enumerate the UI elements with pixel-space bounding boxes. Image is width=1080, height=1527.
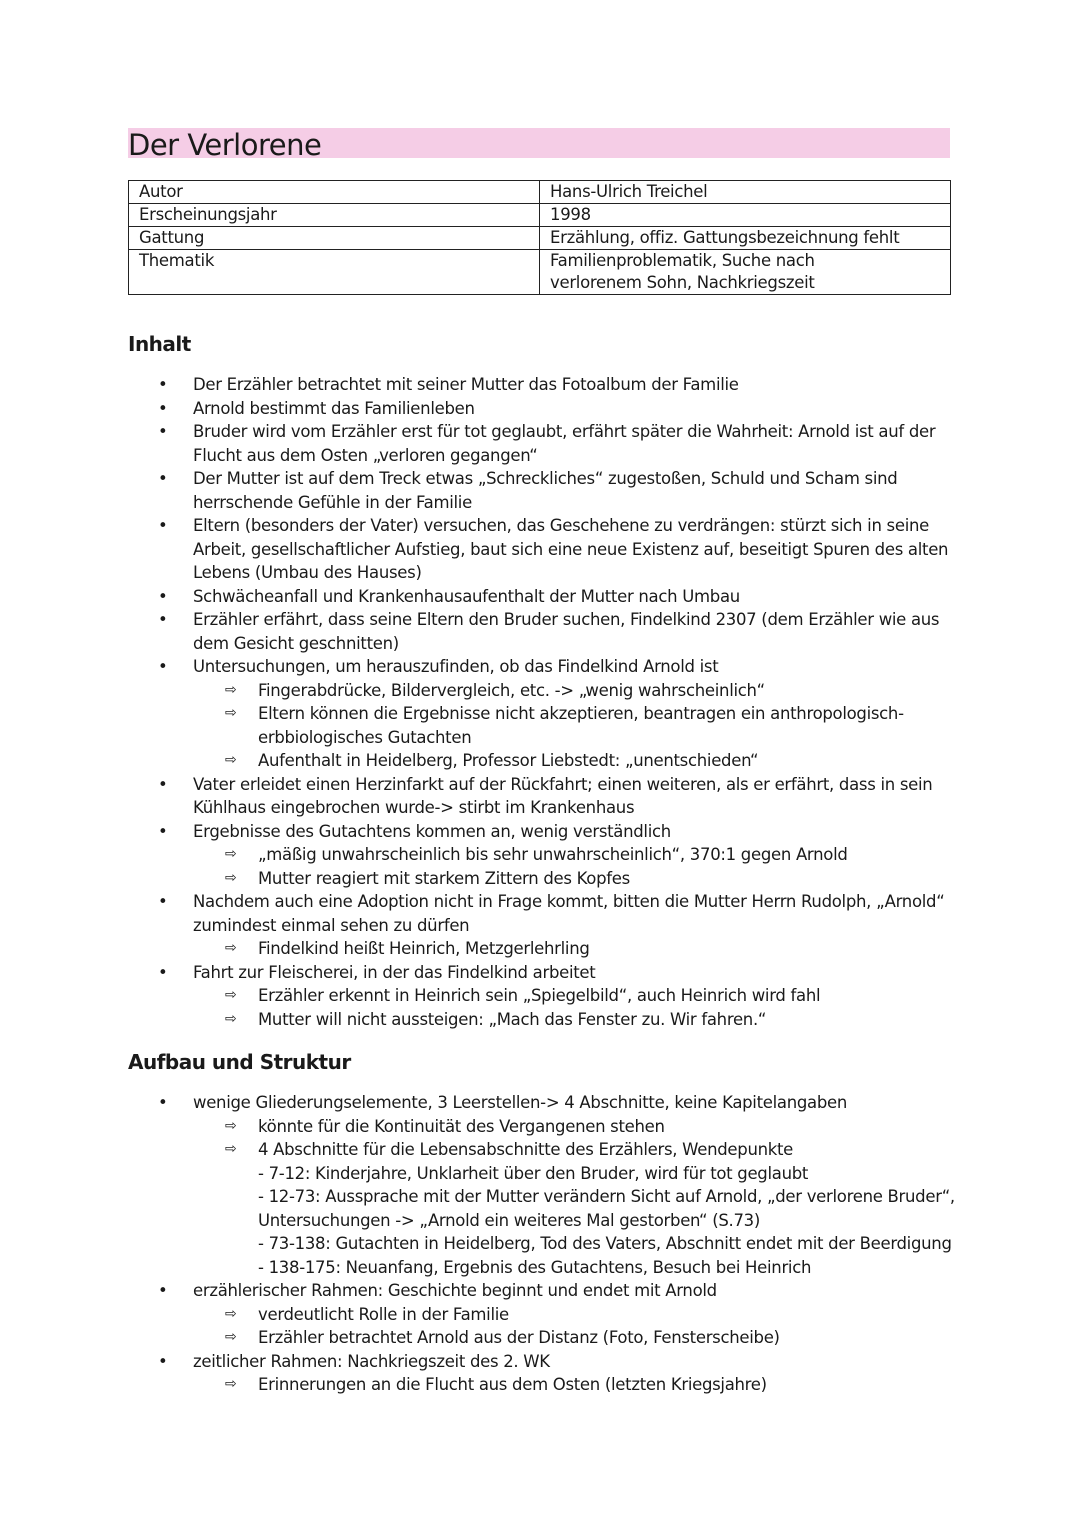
- list-item-text: Eltern (besonders der Vater) versuchen, das Geschehene zu verdrängen: stürzt sich in seine Arbeit, gesellschaftlicher Aufstieg, baut sich eine neue Existenz auf, beseitigt Spuren des alten Lebens (Umbau des Hauses): [193, 516, 949, 582]
- detail-line: - 7-12: Kinderjahre, Unklarheit über den Bruder, wird für tot geglaubt: [258, 1163, 809, 1183]
- list-item-text: Erzähler erfährt, dass seine Eltern den Bruder suchen, Findelkind 2307 (dem Erzähler wie aus dem Gesicht geschnitten): [193, 610, 940, 653]
- sub-list-item-text: Erinnerungen an die Flucht aus dem Osten (letzten Kriegsjahre): [258, 1375, 767, 1394]
- list-item: [128, 1279, 958, 1303]
- sub-list-item-text: Mutter will nicht aussteigen: „Mach das Fenster zu. Wir fahren.“: [258, 1009, 767, 1029]
- sub-list-item: [128, 749, 958, 773]
- arrow-right-icon: ⇨: [225, 1010, 237, 1027]
- arrow-right-icon: ⇨: [225, 1141, 237, 1157]
- list-item: [128, 373, 958, 397]
- sub-list-item-text: 4 Abschnitte für die Lebensabschnitte des Erzählers, Wendepunkte: [258, 1140, 794, 1159]
- sub-list-item-text: Mutter reagiert mit starkem Zittern des Kopfes: [258, 868, 630, 888]
- arrow-right-icon: ⇨: [225, 752, 237, 768]
- list-item-text: Nachdem auch eine Adoption nicht in Frage kommt, bitten die Mutter Herrn Rudolph, „Arnold“ zumindest einmal sehen zu dürfen: [193, 892, 945, 935]
- bullet-icon: •: [158, 657, 168, 676]
- arrow-right-icon: ⇨: [225, 987, 237, 1003]
- bullet-icon: •: [158, 962, 168, 982]
- sub-list-item: [128, 984, 958, 1008]
- table-row: [129, 181, 951, 204]
- arrow-right-icon: ⇨: [225, 869, 237, 886]
- bullet-icon: •: [158, 1093, 168, 1112]
- sub-list-item: [128, 1138, 958, 1162]
- list-item: [128, 773, 958, 820]
- meta-value: Hans-Ulrich Treichel: [540, 181, 951, 204]
- bullet-icon: •: [158, 1281, 168, 1300]
- sub-list-item-text: Fingerabdrücke, Bildervergleich, etc. -> „wenig wahrscheinlich“: [258, 680, 765, 700]
- arrow-right-icon: ⇨: [225, 1376, 237, 1392]
- list-item-text: Bruder wird vom Erzähler erst für tot geglaubt, erfährt später die Wahrheit: Arnold ist auf der Flucht aus dem Osten „verloren gegangen“: [193, 422, 936, 465]
- list-item: [128, 890, 958, 937]
- meta-value: Familienproblematik, Suche nach verlorenem Sohn, Nachkriegszeit: [540, 250, 951, 295]
- arrow-right-icon: ⇨: [225, 1329, 237, 1345]
- sub-list-item: [128, 1115, 958, 1139]
- list-item-text: erzählerischer Rahmen: Geschichte beginnt und endet mit Arnold: [193, 1281, 717, 1300]
- detail-line: - 138-175: Neuanfang, Ergebnis des Gutachtens, Besuch bei Heinrich: [258, 1257, 812, 1277]
- sub-list-item: [128, 679, 958, 703]
- list-item: [128, 961, 958, 985]
- sub-list-item: [128, 937, 958, 961]
- bullet-icon: •: [158, 398, 168, 418]
- meta-key: Erscheinungsjahr: [129, 204, 540, 227]
- sub-list-item-text: könnte für die Kontinuität des Vergangenen stehen: [258, 1116, 665, 1136]
- meta-key: Gattung: [129, 227, 540, 250]
- sub-list-item-text: Findelkind heißt Heinrich, Metzgerlehrling: [258, 939, 590, 958]
- sub-list-item: [128, 702, 958, 749]
- bullet-icon: •: [158, 516, 168, 535]
- section-heading-inhalt: Inhalt: [128, 332, 191, 356]
- list-item-text: wenige Gliederungselemente, 3 Leerstellen-> 4 Abschnitte, keine Kapitelangaben: [193, 1093, 848, 1112]
- list-item: [128, 1091, 958, 1115]
- meta-key: Autor: [129, 181, 540, 204]
- document-page: [128, 128, 955, 1394]
- list-item-text: Untersuchungen, um herauszufinden, ob das Findelkind Arnold ist: [193, 657, 719, 676]
- bullet-icon: •: [158, 375, 168, 394]
- meta-value: 1998: [540, 204, 951, 227]
- arrow-right-icon: ⇨: [225, 1305, 237, 1322]
- list-item-text: Arnold bestimmt das Familienleben: [193, 398, 475, 418]
- sub-list-item-text: Aufenthalt in Heidelberg, Professor Liebstedt: „unentschieden“: [258, 751, 759, 770]
- sub-list-item: [128, 1326, 958, 1350]
- inhalt-list: [128, 373, 958, 1031]
- list-item: [128, 397, 958, 421]
- list-item-text: Schwächeanfall und Krankenhausaufenthalt der Mutter nach Umbau: [193, 586, 740, 606]
- meta-key: Thematik: [129, 250, 540, 295]
- bullet-icon: •: [158, 774, 168, 794]
- list-item-text: Ergebnisse des Gutachtens kommen an, wenig verständlich: [193, 821, 671, 841]
- sub-list-item-text: „mäßig unwahrscheinlich bis sehr unwahrscheinlich“, 370:1 gegen Arnold: [258, 845, 848, 864]
- bullet-icon: •: [158, 469, 168, 488]
- section-heading-aufbau: Aufbau und Struktur: [128, 1050, 351, 1074]
- sub-list-item-text: Erzähler erkennt in Heinrich sein „Spiegelbild“, auch Heinrich wird fahl: [258, 986, 821, 1005]
- sub-list-item: [128, 1303, 958, 1327]
- detail-line: - 12-73: Aussprache mit der Mutter verändern Sicht auf Arnold, „der verlorene Bruder“, Untersuchungen -> „Arnold ein weiteres Mal gestorben“ (S.73): [258, 1187, 955, 1230]
- list-item: [128, 514, 958, 585]
- list-item-text: Der Mutter ist auf dem Treck etwas „Schreckliches“ zugestoßen, Schuld und Scham sind herrschende Gefühle in der Familie: [193, 469, 898, 512]
- meta-value: Erzählung, offiz. Gattungsbezeichnung fehlt: [540, 227, 951, 250]
- list-item: [128, 1350, 958, 1374]
- arrow-right-icon: ⇨: [225, 705, 237, 721]
- list-item: [128, 820, 958, 844]
- bullet-icon: •: [158, 1351, 168, 1371]
- sub-list-item: [128, 867, 958, 891]
- list-item-text: zeitlicher Rahmen: Nachkriegszeit des 2. WK: [193, 1351, 550, 1371]
- list-item: [128, 655, 958, 679]
- arrow-right-icon: ⇨: [225, 1117, 237, 1134]
- arrow-right-icon: ⇨: [225, 940, 237, 956]
- sub-list-item: [128, 1373, 958, 1397]
- bullet-icon: •: [158, 821, 168, 841]
- sub-list-item-text: verdeutlicht Rolle in der Familie: [258, 1304, 509, 1324]
- list-item-text: Vater erleidet einen Herzinfarkt auf der Rückfahrt; einen weiteren, als er erfährt, dass in sein Kühlhaus eingebrochen wurde-> stirbt im Krankenhaus: [193, 774, 933, 817]
- table-row: [129, 250, 951, 295]
- list-item-text: Der Erzähler betrachtet mit seiner Mutter das Fotoalbum der Familie: [193, 375, 739, 394]
- detail-line: - 73-138: Gutachten in Heidelberg, Tod des Vaters, Abschnitt endet mit der Beerdigung: [258, 1234, 952, 1253]
- table-row: [129, 204, 951, 227]
- table-row: [129, 227, 951, 250]
- sub-list-item: [128, 843, 958, 867]
- list-item: [128, 467, 958, 514]
- arrow-right-icon: ⇨: [225, 846, 237, 862]
- sub-list-item: [128, 1008, 958, 1032]
- document-title: Der Verlorene: [128, 128, 950, 158]
- bullet-icon: •: [158, 422, 168, 441]
- arrow-right-icon: ⇨: [225, 681, 237, 698]
- meta-table: [128, 180, 951, 295]
- sub-list-item-text: Erzähler betrachtet Arnold aus der Distanz (Foto, Fensterscheibe): [258, 1328, 780, 1347]
- aufbau-list: [128, 1091, 958, 1397]
- list-item-text: Fahrt zur Fleischerei, in der das Findelkind arbeitet: [193, 962, 596, 982]
- sub-list-item-text: Eltern können die Ergebnisse nicht akzeptieren, beantragen ein anthropologisch-erbbiologisches Gutachten: [258, 704, 904, 747]
- bullet-icon: •: [158, 892, 168, 911]
- bullet-icon: •: [158, 610, 168, 629]
- list-item: [128, 585, 958, 609]
- list-item: [128, 420, 958, 467]
- list-item: [128, 608, 958, 655]
- bullet-icon: •: [158, 586, 168, 606]
